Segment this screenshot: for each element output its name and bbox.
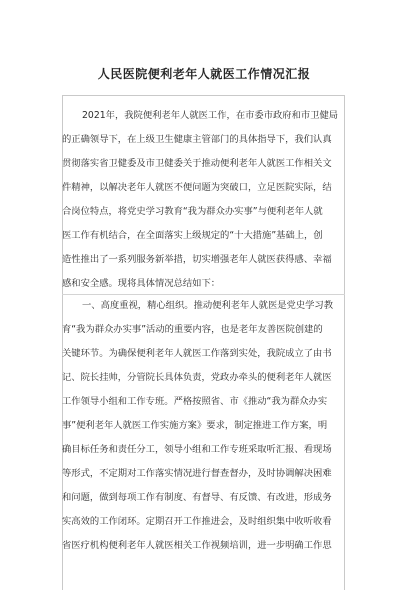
paragraph-line: 关键环节。为确保便利老年人就医工作落到实处，我院成立了由书 bbox=[62, 348, 332, 359]
paragraph-line: 造性推出了一系列服务新举措，切实增强老年人就医获得感、幸福 bbox=[62, 254, 332, 265]
paragraph-line: 一、高度重视，精心组织。推动便利老年人就医是党史学习教 bbox=[82, 300, 334, 311]
paragraph-line: 合岗位特点，将党史学习教育“我为群众办实事”与便利老年人就 bbox=[62, 206, 323, 217]
paragraph-line: 实高效的工作闭环。定期召开工作推进会，及时组织集中收听收看 bbox=[62, 516, 332, 527]
paragraph-line: 贯彻落实省卫健委及市卫健委关于推动便利老年人就医工作相关文 bbox=[62, 158, 332, 169]
paragraph-line: 2021年，我院便利老年人就医工作，在市委市政府和市卫健局 bbox=[82, 110, 339, 121]
section-divider bbox=[62, 294, 345, 295]
paragraph-line: 感和安全感。现将具体情况总结如下： bbox=[62, 278, 221, 289]
paragraph-line: 的正确领导下，在上级卫生健康主管部门的具体指导下，我们认真 bbox=[62, 134, 332, 145]
paragraph-line: 记、院长挂帅，分管院长具体负责，党政办牵头的便利老年人就医 bbox=[62, 372, 332, 383]
paragraph-line: 事”便利老年人就医工作实施方案》要求，制定推进工作方案，明 bbox=[62, 420, 328, 431]
paragraph-line: 工作领导小组和工作专班。严格按照省、市《推动“我为群众办实 bbox=[62, 396, 328, 407]
document-title: 人民医院便利老年人就医工作情况汇报 bbox=[97, 67, 311, 81]
paragraph-line: 育“我为群众办实事”活动的重要内容，也是老年友善医院创建的 bbox=[62, 324, 323, 335]
paragraph-line: 件精神，以解决老年人就医不便问题为突破口，立足医院实际，结 bbox=[62, 182, 332, 193]
paragraph-line: 省医疗机构便利老年人就医相关工作视频培训，进一步明确工作思 bbox=[62, 540, 332, 551]
paragraph-line: 和问题，做到每项工作有制度、有督导、有反馈、有改进，形成务 bbox=[62, 492, 332, 503]
paragraph-line: 等形式，不定期对工作落实情况进行督查督办，及时协调解决困难 bbox=[62, 468, 332, 479]
paragraph-line: 确目标任务和责任分工，领导小组和工作专班采取听汇报、看现场 bbox=[62, 444, 332, 455]
paragraph-line: 医工作有机结合，在全面落实上级规定的“十大措施”基础上，创 bbox=[62, 230, 323, 241]
